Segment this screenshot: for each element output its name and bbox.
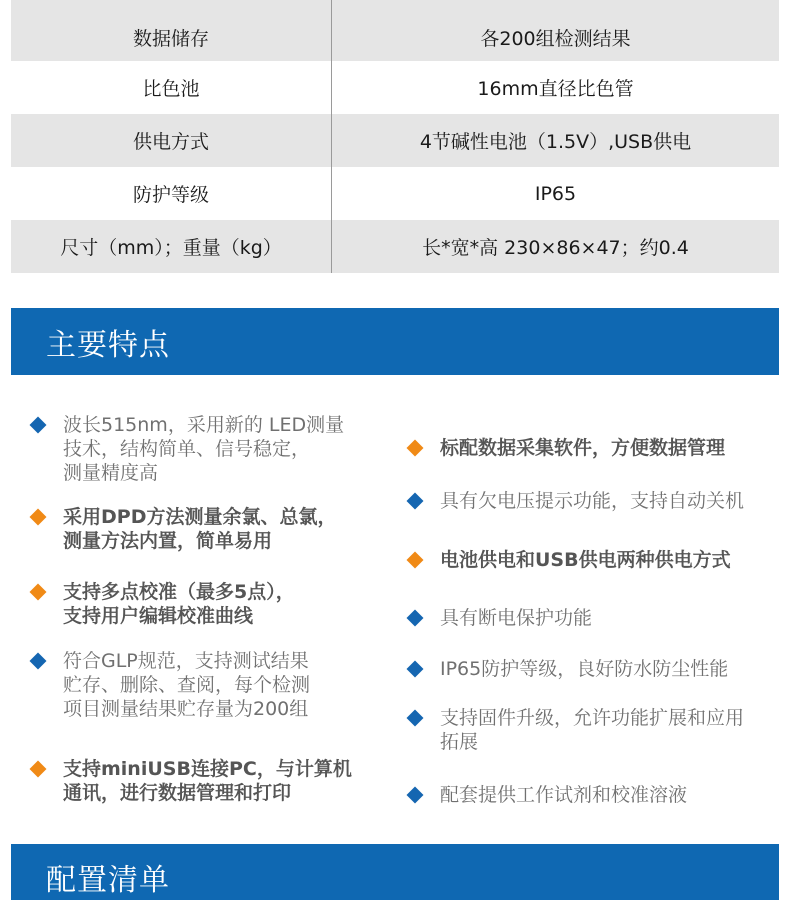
- spec-row-dimensions: [11, 220, 779, 273]
- feature-item: [32, 757, 352, 805]
- spec-label: 比色池: [11, 61, 332, 114]
- feature-text: 电池供电和USB供电两种供电方式: [440, 549, 731, 571]
- blue-diamond-icon: [407, 610, 424, 627]
- feature-item: [409, 489, 744, 513]
- feature-item: [32, 649, 310, 721]
- spec-value: 4节碱性电池（1.5V）,USB供电: [419, 131, 692, 153]
- feature-text: 支持多点校准（最多5点）， 支持用户编辑校准曲线: [63, 581, 295, 627]
- blue-diamond-icon: [407, 493, 424, 510]
- feature-item: [32, 505, 336, 553]
- feature-text: 支持固件升级，允许功能扩展和应用 拓展: [440, 707, 745, 753]
- spec-label: 数据储存: [11, 0, 332, 61]
- features-section-title: 主要特点: [11, 308, 779, 375]
- feature-text: 标配数据采集软件，方便数据管理: [440, 437, 726, 459]
- spec-row-cuvette: [11, 61, 779, 114]
- orange-diamond-icon: [30, 761, 47, 778]
- feature-item: [409, 606, 592, 630]
- spec-label: 供电方式: [11, 114, 332, 167]
- feature-text: 支持miniUSB连接PC，与计算机 通讯，进行数据管理和打印: [63, 758, 352, 804]
- feature-item: [32, 413, 344, 485]
- feature-item: [409, 706, 744, 754]
- blue-diamond-icon: [407, 787, 424, 804]
- spec-label: 防护等级: [11, 167, 332, 220]
- orange-diamond-icon: [30, 584, 47, 601]
- feature-text: 具有欠电压提示功能，支持自动关机: [440, 490, 745, 512]
- orange-diamond-icon: [407, 440, 424, 457]
- spec-value: 各200组检测结果: [480, 28, 631, 50]
- feature-text: 配套提供工作试剂和校准溶液: [440, 784, 688, 806]
- feature-text: 采用DPD方法测量余氯、总氯， 测量方法内置，简单易用: [63, 506, 337, 552]
- spec-label: 尺寸（mm）；重量（kg）: [11, 220, 332, 273]
- feature-item: [409, 657, 728, 681]
- spec-table: [11, 0, 779, 273]
- spec-value: IP65: [534, 182, 577, 205]
- blue-diamond-icon: [407, 661, 424, 678]
- feature-item: [409, 548, 731, 572]
- orange-diamond-icon: [407, 552, 424, 569]
- spec-row-protection: [11, 167, 779, 220]
- blue-diamond-icon: [30, 417, 47, 434]
- spec-value: 16mm直径比色管: [477, 78, 634, 100]
- feature-text: IP65防护等级，良好防水防尘性能: [440, 658, 729, 680]
- blue-diamond-icon: [30, 653, 47, 670]
- feature-item: [409, 783, 687, 807]
- spec-row-storage: [11, 0, 779, 61]
- spec-value: 长*宽*高 230×86×47；约0.4: [422, 237, 689, 259]
- spec-row-power: [11, 114, 779, 167]
- blue-diamond-icon: [407, 710, 424, 727]
- config-section-title: 配置清单: [11, 844, 779, 900]
- feature-text: 符合GLP规范，支持测试结果 贮存、删除、查阅，每个检测 项目测量结果贮存量为200组: [63, 650, 311, 720]
- feature-text: 具有断电保护功能: [440, 607, 593, 629]
- feature-item: [32, 580, 295, 628]
- feature-text: 波长515nm，采用新的 LED测量 技术，结构简单、信号稳定， 测量精度高: [63, 414, 345, 484]
- feature-item: [409, 436, 725, 460]
- orange-diamond-icon: [30, 509, 47, 526]
